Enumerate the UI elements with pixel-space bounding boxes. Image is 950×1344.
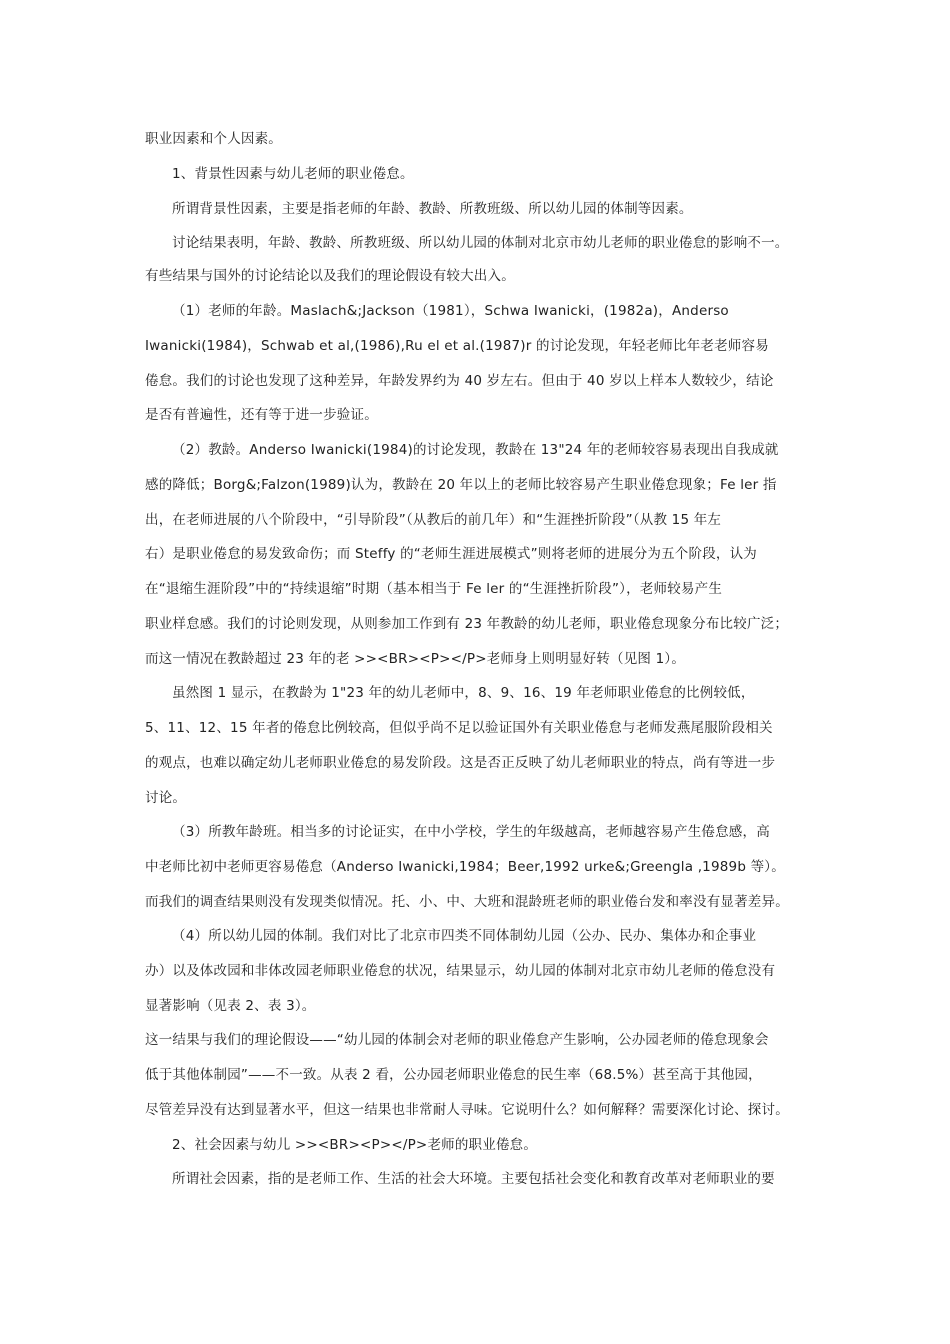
text-line: 右）是职业倦怠的易发致命伤；而 Steffy 的“老师生涯进展模式”则将老师的进展分为五个阶段，认为	[145, 546, 757, 562]
text-line: 1、背景性因素与幼儿老师的职业倦怠。	[172, 166, 414, 182]
text-line: 而我们的调查结果则没有发现类似情况。托、小、中、大班和混龄班老师的职业倦台发和率没有显著差异。	[145, 894, 789, 910]
text-line: Iwanicki(1984)，Schwab et al,(1986),Ru el et al.(1987)r 的讨论发现，年轻老师比年老老师容易	[145, 338, 769, 354]
text-line: 显著影响（见表 2、表 3）。	[145, 998, 316, 1014]
text-line: （2）教龄。Anderso Iwanicki(1984)的讨论发现，教龄在 13"24 年的老师较容易表现出自我成就	[172, 442, 779, 458]
text-line: 职业样怠感。我们的讨论则发现，从则参加工作到有 23 年教龄的幼儿老师，职业倦怠现象分布比较广泛；	[145, 616, 789, 632]
text-line: 在“退缩生涯阶段”中的“持续退缩”时期（基本相当于 Fe ler 的“生涯挫折阶段”），老师较易产生	[145, 581, 723, 597]
text-line: 讨论。	[145, 790, 187, 806]
text-line: 是否有普遍性，还有等于进一步验证。	[145, 407, 378, 423]
text-line: 中老师比初中老师更容易倦怠（Anderso Iwanicki,1984；Beer,1992 urke&;Greengla ,1989b 等）。	[145, 859, 785, 875]
text-line: 讨论结果表明，年龄、教龄、所教班级、所以幼儿园的体制对北京市幼儿老师的职业倦怠的影响不一。	[172, 235, 789, 251]
text-line: 5、11、12、15 年者的倦怠比例较高，但似乎尚不足以验证国外有关职业倦怠与老师发燕尾服阶段相关	[145, 720, 773, 736]
text-line: 低于其他体制园”——不一致。从表 2 看，公办园老师职业倦怠的民生率（68.5%）甚至高于其他园，	[145, 1067, 762, 1083]
text-line: 所谓社会因素，指的是老师工作、生活的社会大环境。主要包括社会变化和教育改革对老师职业的要	[172, 1171, 775, 1187]
text-line: 倦怠。我们的讨论也发现了这种差异，年龄发界约为 40 岁左右。但由于 40 岁以上样本人数较少，结论	[145, 373, 774, 389]
text-line: 这一结果与我们的理论假设——“幼儿园的体制会对老师的职业倦怠产生影响，公办园老师的倦怠现象会	[145, 1032, 769, 1048]
text-line: 虽然图 1 显示，在教龄为 1"23 年的幼儿老师中，8、9、16、19 年老师职业倦怠的比例较低，	[172, 685, 755, 701]
text-line: （4）所以幼儿园的体制。我们对比了北京市四类不同体制幼儿园（公办、民办、集体办和企事业	[172, 928, 757, 944]
text-line: 所谓背景性因素，主要是指老师的年龄、教龄、所教班级、所以幼儿园的体制等因素。	[172, 201, 693, 217]
text-line: 的观点，也难以确定幼儿老师职业倦怠的易发阶段。这是否正反映了幼儿老师职业的特点，尚有等进一步	[145, 755, 776, 771]
text-line: （3）所教年龄班。相当多的讨论证实，在中小学校，学生的年级越高，老师越容易产生倦怠感，高	[172, 824, 770, 840]
text-line: 2、社会因素与幼儿 >><BR><P></P>老师的职业倦怠。	[172, 1137, 538, 1153]
text-line: 尽管差异没有达到显著水平，但这一结果也非常耐人寻味。它说明什么？如何解释？需要深化讨论、探讨。	[145, 1102, 789, 1118]
text-line: 而这一情况在教龄超过 23 年的老 >><BR><P></P>老师身上则明显好转（见图 1）。	[145, 651, 686, 667]
text-line: 有些结果与国外的讨论结论以及我们的理论假设有较大出入。	[145, 268, 515, 284]
text-line: 出，在老师进展的八个阶段中，“引导阶段”（从教后的前几年）和“生涯挫折阶段”（从教 15 年左	[145, 512, 722, 528]
text-line: （1）老师的年龄。Maslach&;Jackson（1981），Schwa Iwanicki，(1982a)，Anderso	[172, 303, 729, 319]
text-line: 感的降低；Borg&;Falzon(1989)认为，教龄在 20 年以上的老师比较容易产生职业倦怠现象；Fe ler 指	[145, 477, 777, 493]
text-line: 办）以及体改园和非体改园老师职业倦怠的状况，结果显示，幼儿园的体制对北京市幼儿老师的倦怠没有	[145, 963, 776, 979]
text-line: 职业因素和个人因素。	[145, 131, 282, 147]
